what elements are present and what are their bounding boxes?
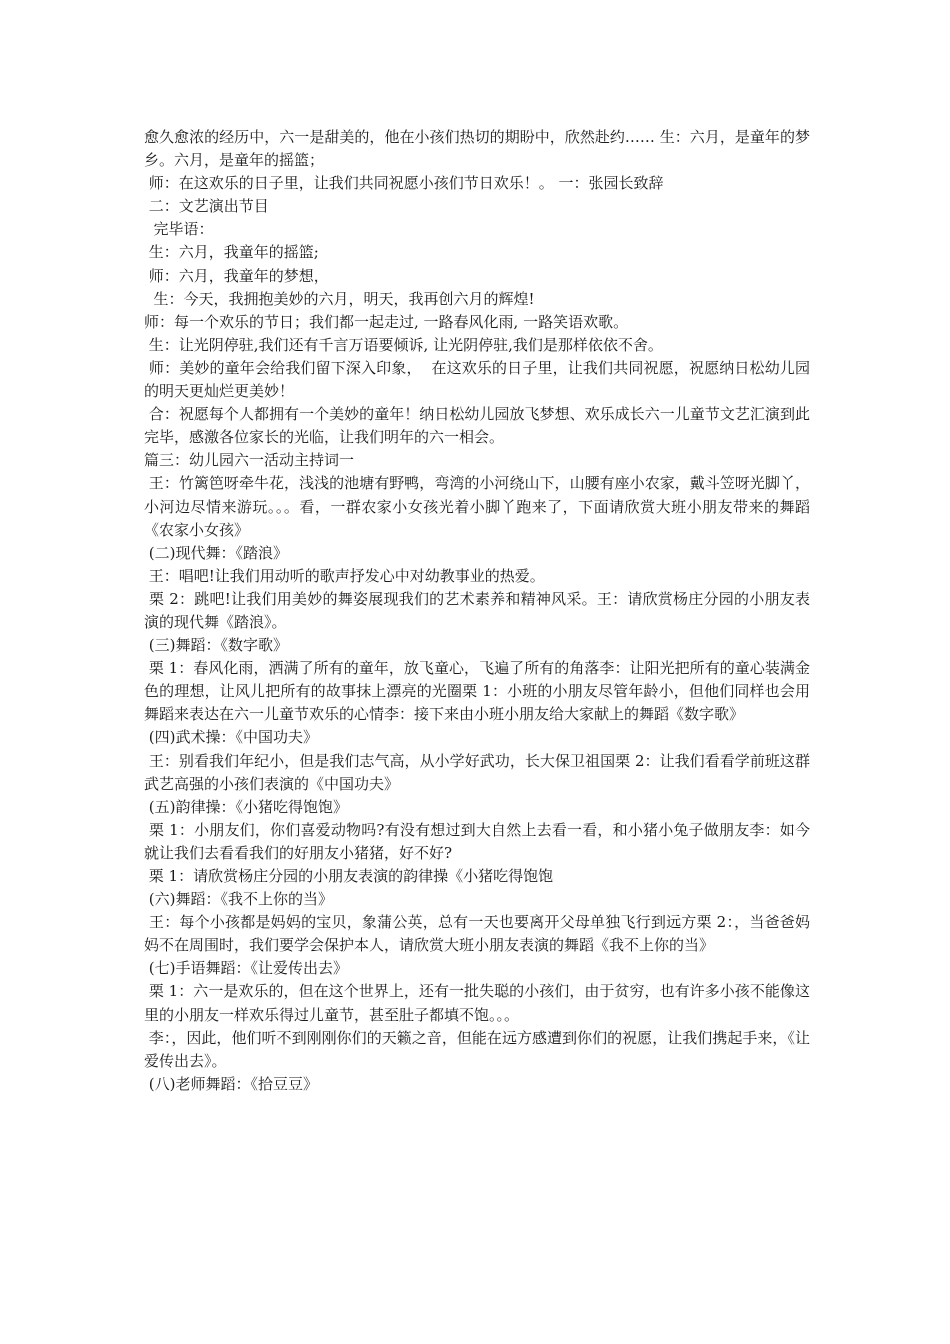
paragraph: (五)韵律操：《小猪吃得饱饱》 [144, 797, 348, 816]
paragraph: 栗 1：请欣赏杨庄分园的小朋友表演的韵律操《小猪吃得饱饱 [144, 867, 554, 885]
paragraph: 栗 1：六一是欢乐的，但在这个世界上，还有一批失聪的小孩们，由于贫穷，也有许多小孩不能像这里的小朋友一样欢乐得过儿童节，甚至肚子都填不饱。。。 [144, 982, 810, 1024]
paragraph: 二：文艺演出节目 [144, 197, 269, 216]
paragraph: 李：，因此，他们听不到刚刚你们的天籁之音，但能在远方感遭到你们的祝愿，让我们携起手来，《让爱传出去》。 [144, 1028, 810, 1070]
paragraph: 栗 1：小朋友们，你们喜爱动物吗?有没有想过到大自然上去看一看，和小猪小兔子做朋友李：如今就让我们去看看我们的好朋友小猪猪，好不好? [144, 820, 810, 862]
paragraph: 合：祝愿每个人都拥有一个美妙的童年！纳日松幼儿园放飞梦想、欢乐成长六一儿童节文艺汇演到此完毕，感激各位家长的光临，让我们明年的六一相会。 [144, 405, 810, 447]
paragraph: 王：别看我们年纪小，但是我们志气高，从小学好武功，长大保卫祖国栗 2：让我们看看学前班这群武艺高强的小孩们表演的《中国功夫》 [144, 751, 810, 793]
paragraph: 师：美妙的童年会给我们留下深入印象， 在这欢乐的日子里，让我们共同祝愿，祝愿纳日松幼儿园的明天更灿烂更美妙！ [144, 358, 810, 401]
paragraph: 师：六月，我童年的梦想， [144, 266, 329, 285]
paragraph: 师：每一个欢乐的节日；我们都一起走过, 一路春风化雨, 一路笑语欢歌。 [144, 312, 629, 331]
paragraph: 愈久愈浓的经历中，六一是甜美的，他在小孩们热切的期盼中，欣然赴约…… 生：六月，是童年的梦乡。六月，是童年的摇篮； [144, 128, 810, 170]
paragraph: 生：让光阴停驻,我们还有千言万语要倾诉, 让光阴停驻,我们是那样依依不舍。 [144, 335, 663, 354]
paragraph: (六)舞蹈：《我不上你的当》 [144, 890, 333, 909]
paragraph: (三)舞蹈：《数字歌》 [144, 636, 288, 655]
paragraph: 王：唱吧!让我们用动听的歌声抒发心中对幼教事业的热爱。 [144, 566, 545, 585]
document-page [144, 126, 810, 1096]
paragraph: 生：今天，我拥抱美妙的六月，明天，我再创六月的辉煌! [144, 289, 535, 308]
paragraph: (四)武术操：《中国功夫》 [144, 728, 318, 747]
paragraph: 王：竹篱笆呀牵牛花，浅浅的池塘有野鸭，弯湾的小河绕山下，山腰有座小农家，戴斗笠呀光脚丫，小河边尽情来游玩。。。看，一群农家小女孩光着小脚丫跑来了，下面请欣赏大班小朋友带来的舞蹈《农家小女孩》 [144, 474, 810, 539]
paragraph: 王：每个小孩都是妈妈的宝贝，象蒲公英，总有一天也要离开父母单独飞行到远方栗 2：，当爸爸妈妈不在周围时，我们要学会保护本人，请欣赏大班小朋友表演的舞蹈《我不上你的当》 [144, 913, 810, 955]
paragraph: 生：六月，我童年的摇篮; [144, 243, 319, 262]
paragraph: (八)老师舞蹈：《拾豆豆》 [144, 1074, 318, 1093]
paragraph: 师：在这欢乐的日子里，让我们共同祝愿小孩们节日欢乐！。 一：张园长致辞 [144, 174, 664, 193]
paragraph: 完毕语： [144, 220, 214, 239]
paragraph: (七)手语舞蹈：《让爱传出去》 [144, 959, 348, 978]
paragraph: (二)现代舞：《踏浪》 [144, 543, 288, 562]
paragraph: 栗 1：春风化雨，洒满了所有的童年，放飞童心，飞遍了所有的角落李：让阳光把所有的童心装满金色的理想，让风儿把所有的故事抹上漂亮的光圈栗 1：小班的小朋友尽管年龄小，但他们同样也会用舞蹈来表达在六一儿童节欢乐的心情李：接下来由小班小朋友给大家献上的舞蹈《数字歌》 [144, 659, 810, 724]
paragraph: 篇三：幼儿园六一活动主持词一 [144, 451, 355, 470]
paragraph: 栗 2：跳吧!让我们用美妙的舞姿展现我们的艺术素养和精神风采。王：请欣赏杨庄分园的小朋友表演的现代舞《踏浪》。 [144, 589, 810, 631]
